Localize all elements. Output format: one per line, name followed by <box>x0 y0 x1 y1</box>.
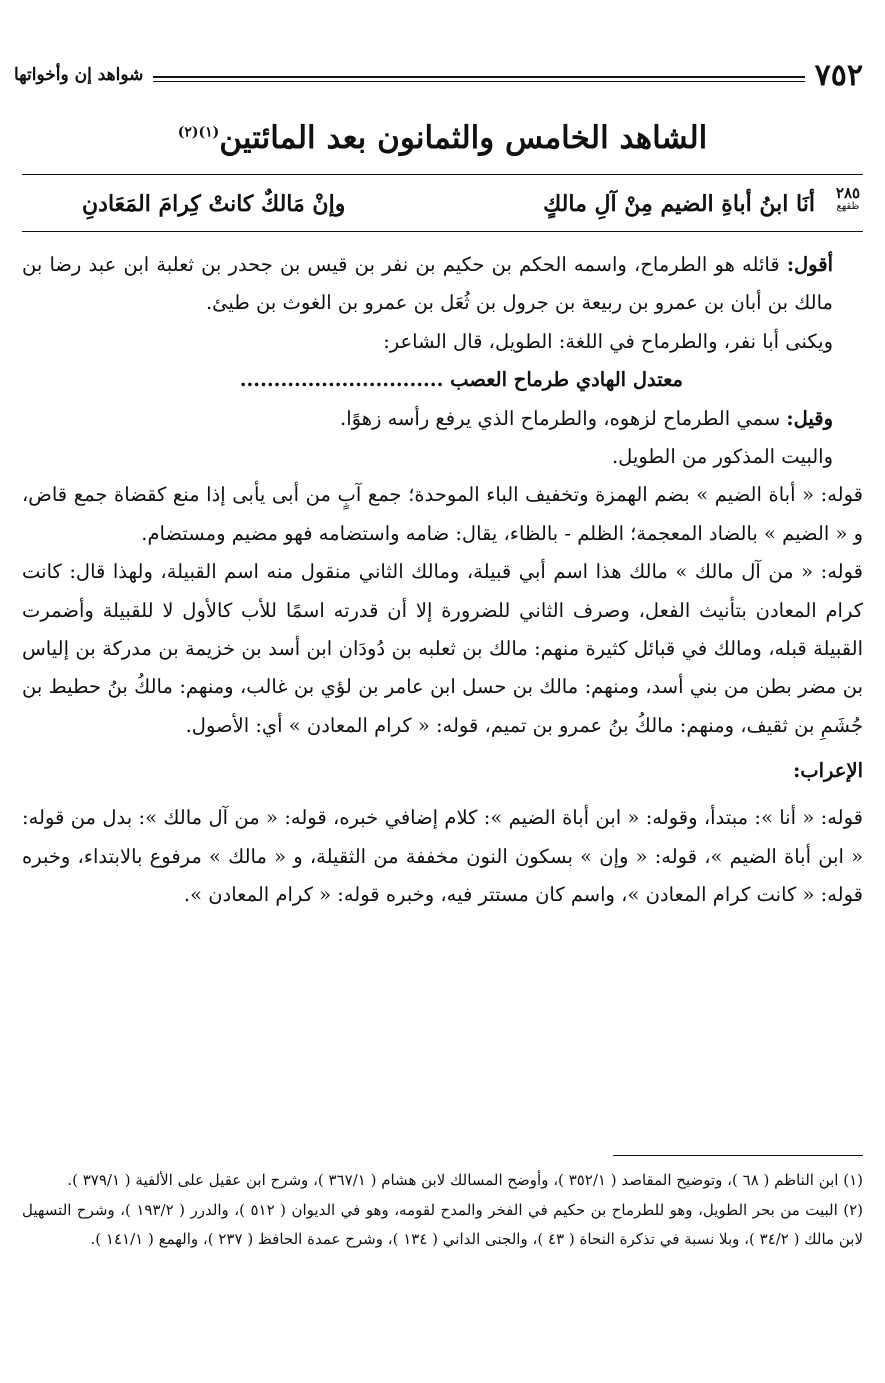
footnotes <box>22 1166 863 1255</box>
i3rab-heading: الإعراب: <box>793 759 863 783</box>
heading-footnote-ref: (١)(٢) <box>177 124 220 141</box>
header-double-rule <box>153 76 804 78</box>
paragraph-author <box>22 246 863 323</box>
paragraph-meter: والبيت المذكور من الطويل. <box>611 445 833 469</box>
verse-source-code: ظقهع <box>836 201 860 212</box>
paragraph-label: وقيل: <box>786 406 833 430</box>
verse-number: ٢٨٥ <box>835 184 861 202</box>
verse-first-hemistich: أنَا ابنُ أباةِ الضيم مِنْ آلِ مالكٍ <box>543 191 815 217</box>
paragraph-text: سمي الطرماح لزهوه، والطرماح الذي يرفع رأسه زهوًا. <box>340 406 787 430</box>
paragraph-kunya: ويكنى أبا نفر، والطرماح في اللغة: الطويل، قال الشاعر: <box>383 329 833 353</box>
paragraph-naming <box>22 400 863 438</box>
running-header <box>14 58 863 92</box>
verse-number-block <box>833 185 863 213</box>
section-heading <box>0 120 885 156</box>
verse-second-hemistich: وإنْ مَالكٌ كانتْ كِرامَ المَعَادنِ <box>82 191 346 217</box>
footnote-2: (٢) البيت من بحر الطويل، وهو للطرماح بن حكيم في الفخر والمدح لقومه، وهو في الديوان ( ٥١٢ )، والدرر ( ١٩٣/٢ )، وشرح التسهيل لابن مالك ( ٣٤/٢ )، وبلا نسبة في تذكرة النحاة ( ٤٣ )، والجنى الداني ( ١٣٤ )، وشرح عمدة الحافظ ( ٢٣٧ )، والهمع ( ١٤١/١ ). <box>22 1200 863 1248</box>
paragraph-abat: قوله: « أباة الضيم » بضم الهمزة وتخفيف الباء الموحدة؛ جمع آبٍ من أبى يأبى إذا منع كقضاة جمع قاض، و « الضيم » بالضاد المعجمة؛ الظلم - بالظاء، يقال: ضامه واستضامه فهو مضيم ومستضام. <box>22 483 863 545</box>
body-text <box>22 246 863 915</box>
paragraph-i3rab: قوله: « أنا »: مبتدأ، وقوله: « ابن أباة الضيم »: كلام إضافي خبره، قوله: « من آل مالك »: بدل من قوله: « ابن أباة الضيم »، قوله: « وإن » بسكون النون مخففة من الثقيلة، و « مالك » مرفوع بالابتداء، وخبره قوله: « كانت كرام المعادن »، واسم كان مستتر فيه، وخبره قوله: « كرام المعادن ». <box>22 806 863 907</box>
verse-box <box>22 174 863 232</box>
paragraph-malik: قوله: « من آل مالك » مالك هذا اسم أبي قبيلة، ومالك الثاني منقول منه اسم القبيلة، ولهذا قال: كانت كرام المعادن بتأنيث الفعل، وصرف الثاني للضرورة إلا أن قدرته اسمًا للأب كالأول لا للقبيلة وأضمرت القبيلة قبله، ومالك في قبائل كثيرة منهم: مالك بن ثعلبه بن دُودَان ابن أسد بن خزيمة بن مدركة بن إلياس بن مضر بطن من بني أسد، ومنهم: مالك بن حسل ابن عامر بن لؤي بن غالب، ومنهم: مالكُ بنُ حطيط بن جُشَمِ بن ثقيف، ومنهم: مالكُ بنُ عمرو بن تميم، قوله: « كرام المعادن » أي: الأصول. <box>22 560 863 737</box>
running-title: شواهد إن وأخواتها <box>14 65 144 85</box>
quoted-verse-fragment: معتدل الهادي طرماح العصب .............................. <box>239 368 683 392</box>
page-number: ٧٥٢ <box>814 57 863 93</box>
footnote-1: (١) ابن الناظم ( ٦٨ )، وتوضيح المقاصد ( ٣٥٢/١ )، وأوضح المسالك لابن هشام ( ٣٦٧/١ )، وشرح ابن عقيل على الألفية ( ٣٧٩/١ ). <box>67 1171 863 1189</box>
heading-title: الشاهد الخامس والثمانون بعد المائتين <box>219 120 708 156</box>
footnote-separator <box>613 1155 863 1156</box>
paragraph-label: أقول: <box>786 253 833 276</box>
paragraph-text: قائله هو الطرماح، واسمه الحكم بن حكيم بن نفر بن قيس بن جحدر بن ثعلبة ابن عبد رضا بن مالك بن أبان بن عمرو بن ربيعة بن جرول بن ثُعَل بن عمرو بن الغوث بن طيئ. <box>22 253 833 315</box>
